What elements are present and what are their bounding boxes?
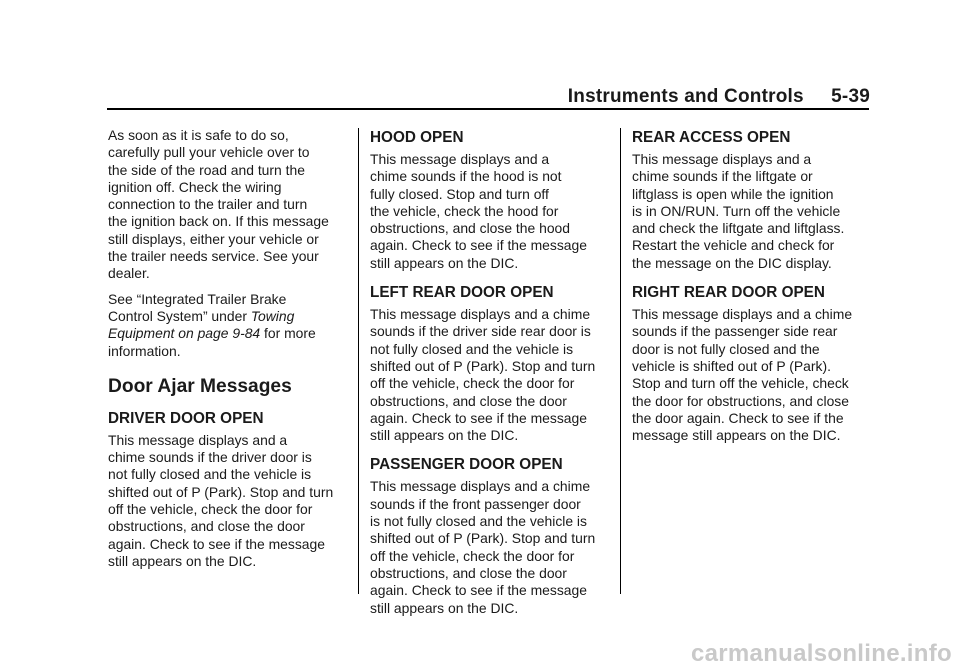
passenger-door-body: This message displays and a chime sounds if the front passenger door is not fully closed and the vehicle is shifted out of P (Park). Stop and turn off the vehicle, check the door for obstructions, and close the door again. Check to see if the message still appears on the DIC.	[370, 478, 596, 616]
driver-door-body: This message displays and a chime sounds if the driver door is not fully closed and the vehicle is shifted out of P (Park). Stop and turn off the vehicle, check the door for obstructions, and close the door again. Check to see if the message still appears on the DIC.	[108, 431, 334, 569]
left-rear-door-heading: LEFT REAR DOOR OPEN	[370, 284, 554, 302]
intro-paragraph: As soon as it is safe to do so, carefully pull your vehicle over to the side of the road and turn the ignition off. Check the wiring connection to the trailer and turn the ignition back on. If this message still displays, either your vehicle or the trailer needs service. See your dealer.	[108, 127, 329, 282]
page-header	[0, 0, 960, 110]
column-1	[108, 127, 353, 578]
see-also-paragraph	[108, 291, 353, 360]
column-3	[632, 129, 877, 452]
hood-open-body: This message displays and a chime sounds if the hood is not fully closed. Stop and turn off the vehicle, check the hood for obstructions, and close the hood again. Check to see if the message still appears on the DIC.	[370, 151, 587, 271]
right-rear-door-body: This message displays and a chime sounds if the passenger side rear door is not fully closed and the vehicle is shifted out of P (Park). Stop and turn off the vehicle, check the door for obstructions, and close the door again. Check to see if the message still appears on the DIC.	[632, 306, 853, 444]
watermark: carmanualsonline.info	[690, 640, 952, 667]
towing-equipment-link[interactable]: Towing Equipment on page 9-84	[108, 307, 295, 342]
header-title: Instruments and Controls 5-39	[567, 86, 870, 107]
driver-door-heading: DRIVER DOOR OPEN	[108, 409, 264, 427]
section-title: Door Ajar Messages	[108, 375, 292, 397]
hood-open-heading: HOOD OPEN	[370, 129, 464, 146]
column-divider	[358, 128, 359, 594]
left-rear-door-body: This message displays and a chime sounds if the driver side rear door is not fully closed and the vehicle is shifted out of P (Park). Stop and turn off the vehicle, check the door for obstructions, and close the door again. Check to see if the message still appears on the DIC.	[370, 306, 596, 444]
column-divider	[620, 128, 621, 594]
rear-access-heading: REAR ACCESS OPEN	[632, 129, 791, 146]
rear-access-body: This message displays and a chime sounds if the liftgate or liftglass is open while the ignition is in ON/RUN. Turn off the vehicle and check the liftgate and liftglass. Restart the vehicle and check for the message on the DIC display.	[632, 151, 845, 271]
see-also-text: See “Integrated Trailer Brake Control System” under	[108, 290, 287, 324]
see-also-suffix: for more information.	[108, 325, 316, 359]
right-rear-door-heading: RIGHT REAR DOOR OPEN	[632, 284, 825, 302]
header-rule	[107, 108, 869, 110]
column-2	[370, 129, 615, 625]
passenger-door-heading: PASSENGER DOOR OPEN	[370, 456, 563, 474]
